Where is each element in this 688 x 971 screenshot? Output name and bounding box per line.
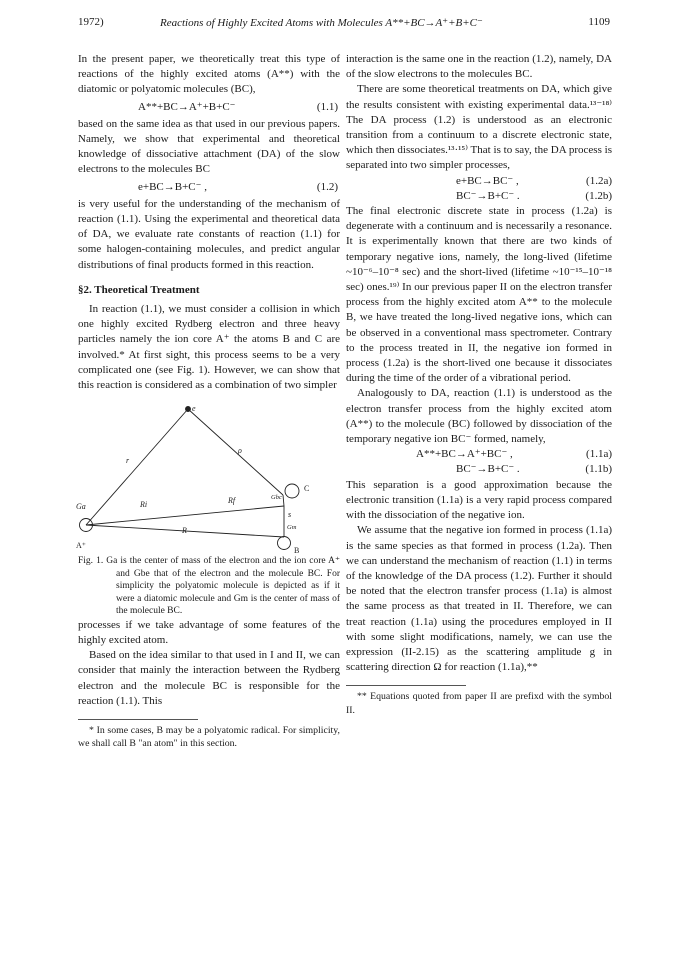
equation-number: (1.1)	[316, 100, 338, 113]
footnote: * In some cases, B may be a polyatomic radical. For simplicity, we shall call B "an atom" in this section.	[78, 724, 340, 750]
equation-number: (1.2)	[316, 180, 338, 193]
figure-1-diagram	[76, 403, 340, 556]
equation-1-1a	[346, 447, 612, 462]
atom-b-circle	[278, 537, 291, 550]
label-gbc: Gbc	[271, 494, 282, 502]
label-rf: Rf	[228, 496, 236, 506]
label-b: B	[294, 546, 300, 556]
left-column	[78, 52, 340, 751]
collision-geometry-diagram	[76, 403, 340, 556]
footnote-divider	[78, 719, 198, 720]
equation-1-1	[78, 100, 340, 115]
equation-formula: A**+BC→A⁺+BC⁻ ,	[416, 448, 513, 461]
line-gbc	[283, 495, 284, 506]
line-r	[86, 409, 188, 525]
equation-number: (1.2a)	[586, 174, 612, 187]
running-header	[78, 16, 610, 32]
paragraph: We assume that the negative ion formed in process (1.1a) is the same species as that formed in process (1.2a). Then we can understand the mechanism of reaction (1.1) in terms of the knowledge of the DA process (1.2). Further it should be noted that the electron transfer process (1.1a) is almost the same process as that treated in II. Therefore, we can treat reaction (1.1a) using the procedures employed in II with some slight modifications, namely, we can use the expression (II-2.15) as the scattering amplitude g in scattering direction Ω for reaction (1.1a),**	[346, 524, 612, 674]
paragraph: interaction is the same one in the reaction (1.2), namely, DA of the slow electrons to the molecules BC.	[346, 53, 612, 81]
paragraph: based on the same idea as that used in our previous papers. Namely, we show that experimental and theoretical knowledge of dissociative attachment (DA) of the slow electrons to the molecules BC	[78, 117, 340, 176]
equation-number: (1.2b)	[585, 189, 612, 202]
paragraph: In the present paper, we theoretically treat this type of reactions of the highly excited atoms (A**) with the diatomic or polyatomic molecules (BC),	[78, 53, 340, 96]
paragraph: There are some theoretical treatments on DA, which give the results consistent with existing experimental data.¹³⁻¹⁸⁾ The DA process (1.2) is understood as an electronic transition from a continuum to a discrete electronic state, which then dissociates.¹³·¹⁵⁾ That is to say, the DA process is separated into two simpler processes,	[346, 83, 612, 172]
equation-1-1b	[346, 462, 612, 477]
label-aplus: A⁺	[76, 541, 86, 551]
equation-number: (1.1a)	[586, 448, 612, 461]
label-c: C	[304, 484, 310, 494]
label-s: s	[288, 510, 292, 520]
equation-formula: A**+BC→A⁺+B+C⁻	[138, 100, 236, 113]
label-R: R	[182, 526, 187, 536]
atom-c-circle	[285, 484, 299, 498]
section-title: §2. Theoretical Treatment	[78, 283, 200, 296]
figure-caption: Fig. 1. Ga is the center of mass of the electron and the ion core A⁺ and Gbe that of the electron and the molecule BC. For simplicity the polyatomic molecule is depicted as if it were a diatomic molecule and Gm is the center of mass of the molecule BC.	[78, 556, 340, 617]
equation-1-2b	[346, 189, 612, 204]
header-year: 1972)	[78, 16, 104, 28]
equation-formula: e+BC→B+C⁻ ,	[138, 180, 207, 193]
label-gm: Gm	[287, 524, 297, 532]
paragraph: Analogously to DA, reaction (1.1) is understood as the electron transfer process from the highly excited atom (A**) to the molecule (BC) followed by dissociation of the temporary negative ion BC⁻ formed, namely,	[346, 387, 612, 446]
equation-number: (1.1b)	[585, 463, 612, 476]
label-r: r	[126, 456, 130, 466]
header-running-title: Reactions of Highly Excited Atoms with Molecules A**+BC→A⁺+B+C⁻	[160, 17, 483, 29]
line-rho	[188, 409, 283, 495]
label-ri: Ri	[140, 500, 148, 510]
footnote-divider	[346, 685, 466, 686]
label-ga: Ga	[76, 502, 86, 512]
equation-formula: BC⁻→B+C⁻ .	[456, 463, 520, 476]
paragraph: This separation is a good approximation because the electronic transition (1.1a) is a very rapid process compared with the dissociation of the negative ion.	[346, 478, 612, 522]
header-page-number: 1109	[588, 16, 610, 28]
equation-1-2	[78, 180, 340, 195]
equation-1-2a	[346, 174, 612, 189]
paragraph: Based on the idea similar to that used in I and II, we can consider that mainly the interaction between the Rydberg electron and the molecule BC is responsible for the reaction (1.1). This	[78, 649, 340, 707]
paragraph: is very useful for the understanding of the mechanism of reaction (1.1). Using the experimental and theoretical data of DA, we evaluate rate constants of reaction (1.1) for some halogen-containing molecules, and predict angular distributions of final products formed in this reaction.	[78, 197, 340, 271]
line-Ri	[86, 506, 284, 525]
paragraph: processes if we take advantage of some features of the highly excited atom.	[78, 618, 340, 646]
paragraph: The final electronic discrete state in process (1.2a) is degenerate with a continuum and is necessarily a resonance. It is experimentally known that there are two kinds of temporary negative ions, namely, the long-lived (lifetime ~10⁻⁶–10⁻⁸ sec) and the short-lived (lifetime ~10⁻¹⁵–10⁻¹⁸ sec) ones.¹⁹⁾ In our previous paper II on the electron transfer process from the highly excited atom A** to the molecule B, we have treated the long-lived negative ions, which can be observed in a conventional mass spectrometer. Contrary to the process treated in II, the negative ion formed in process (1.2a) is the short-lived one because it dissociates during the time of the order of a vibrational period.	[346, 205, 612, 385]
equation-formula: e+BC→BC⁻ ,	[456, 174, 519, 187]
paragraph: In reaction (1.1), we must consider a collision in which one highly excited Rydberg electron and three heavy particles namely the ion core A⁺ the atoms B and C are involved.* At first sight, this process seems to be a very complicated one (see Fig. 1). However, we can show that this reaction is considered as a combination of two simpler	[78, 303, 340, 392]
equation-formula: BC⁻→B+C⁻ .	[456, 189, 520, 202]
label-rho: ρ	[238, 446, 242, 456]
right-column	[346, 52, 612, 717]
footnote: ** Equations quoted from paper II are prefixd with the symbol II.	[346, 691, 612, 716]
label-e: e	[192, 404, 196, 414]
electron-dot	[186, 407, 191, 412]
